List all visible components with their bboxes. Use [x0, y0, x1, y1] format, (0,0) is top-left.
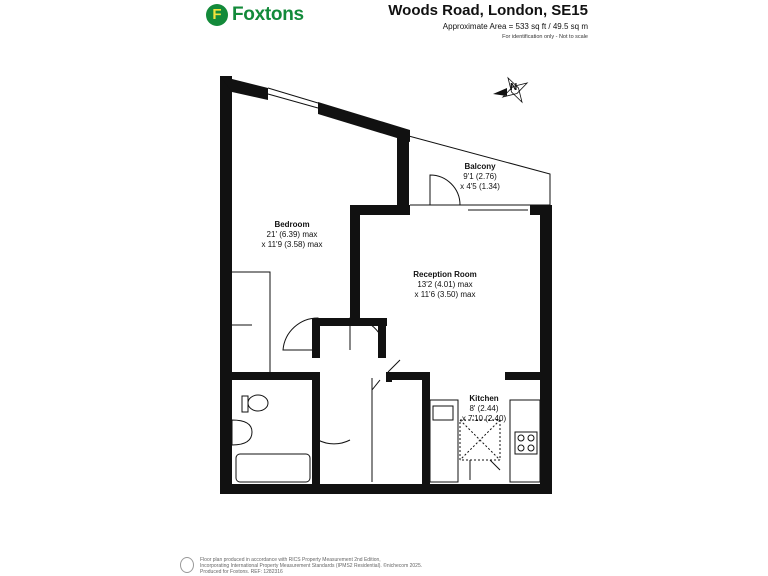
- balcony-door: [430, 175, 460, 205]
- kitchen-sink: [433, 406, 453, 420]
- room-kitchen-dim1: 8' (2.44): [469, 404, 499, 413]
- room-bedroom-dim2: x 11'9 (3.58) max: [261, 240, 323, 249]
- footer-line-3: Produced for Foxtons. REF: 1282316: [200, 569, 283, 575]
- logo-wordmark: Foxtons: [232, 4, 304, 25]
- room-balcony-dim2: x 4'5 (1.34): [460, 182, 500, 191]
- room-balcony: [460, 162, 500, 192]
- toilet: [248, 395, 268, 411]
- sink: [232, 420, 252, 445]
- property-title: Woods Road, London, SE15: [388, 2, 588, 19]
- room-kitchen-dim2: x 7'10 (2.40): [461, 414, 507, 423]
- approximate-area: Approximate Area = 533 sq ft / 49.5 sq m: [442, 22, 588, 31]
- room-bedroom-dim1: 21' (6.39) max: [266, 230, 318, 239]
- compass-north-label: N: [510, 82, 518, 93]
- balcony-window: [468, 205, 528, 210]
- footer-credits: [200, 557, 422, 575]
- room-reception-name: Reception Room: [413, 270, 477, 279]
- disclaimer: For identification only - Not to scale: [502, 34, 588, 40]
- nichecom-logo-icon: [180, 557, 194, 573]
- room-kitchen-name: Kitchen: [469, 394, 499, 403]
- logo-f-icon: F: [206, 4, 228, 26]
- room-balcony-dim1: 9'1 (2.76): [463, 172, 497, 181]
- bedroom-window: [268, 88, 318, 108]
- room-bedroom-name: Bedroom: [274, 220, 310, 229]
- room-reception-dim1: 13'2 (4.01) max: [417, 280, 473, 289]
- room-bedroom: [262, 220, 323, 250]
- room-kitchen: [462, 394, 506, 424]
- footer-line-2: Incorporating International Property Measurement Standards (IPMS2 Residential). ©nichecom 2025.: [200, 563, 423, 569]
- bathtub: [236, 454, 310, 482]
- footer-line-1: Floor plan produced in accordance with RICS Property Measurement 2nd Edition,: [200, 557, 381, 563]
- room-reception: [413, 270, 477, 300]
- bathroom-door: [318, 405, 350, 444]
- room-reception-dim2: x 11'6 (3.50) max: [414, 290, 476, 299]
- hob: [515, 432, 537, 454]
- room-balcony-name: Balcony: [464, 162, 496, 171]
- kitchen-counter-left: [430, 400, 458, 482]
